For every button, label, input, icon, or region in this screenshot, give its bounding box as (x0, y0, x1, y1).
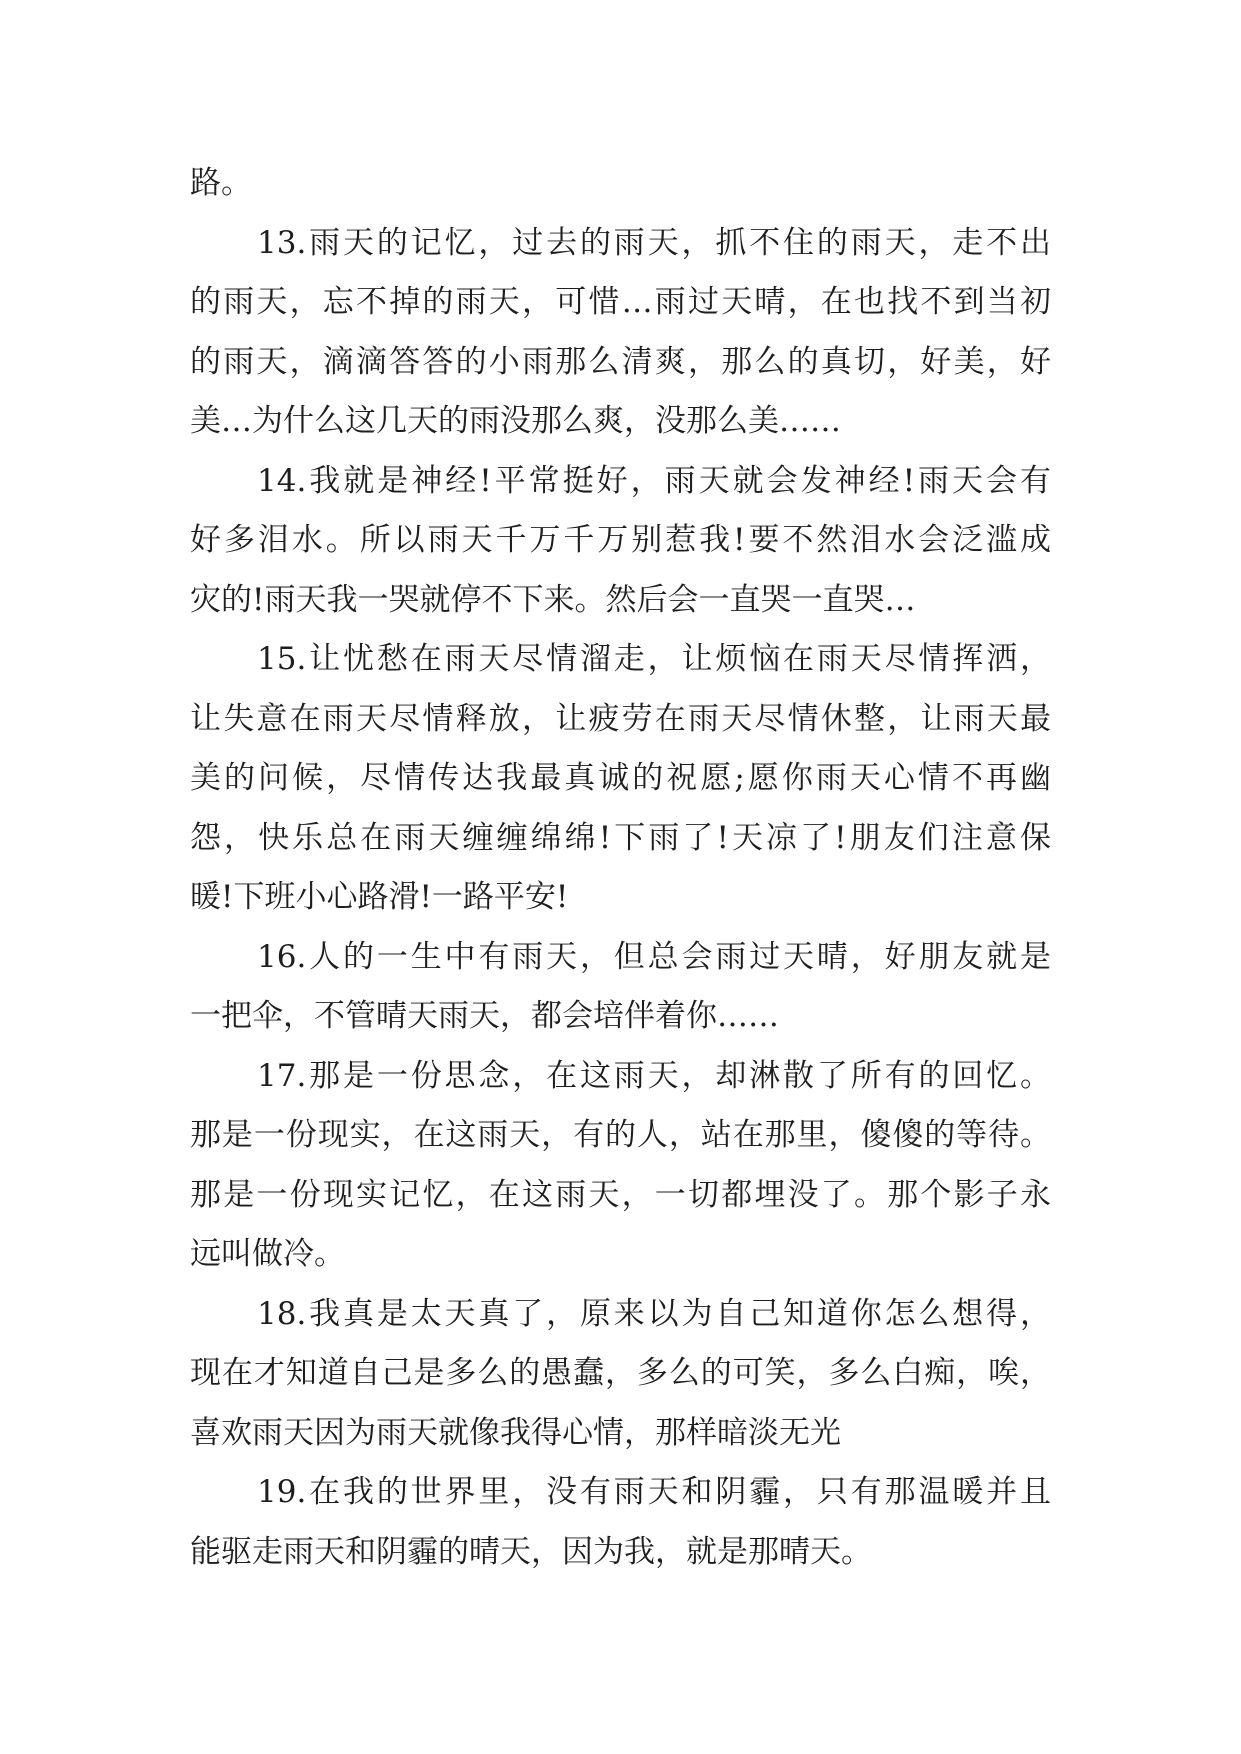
paragraph-line: 那是一份现实，在这雨天，有的人，站在那里，傻傻的等待。 (190, 1117, 1051, 1153)
paragraph-line: 16.人的一生中有雨天，但总会雨过天晴，好朋友就是 (257, 938, 1051, 975)
paragraph-line: 的雨天，忘不掉的雨天，可惜…雨过天晴，在也找不到当初 (190, 284, 1051, 320)
paragraph-line: 现在才知道自己是多么的愚蠢，多么的可笑，多么白痴，唉， (190, 1355, 1051, 1391)
paragraph-line: 灾的!雨天我一哭就停不下来。然后会一直哭一直哭… (190, 581, 916, 618)
paragraph-line: 暖!下班小心路滑!一路平安! (190, 879, 569, 915)
continuation-line: 路。 (190, 165, 252, 201)
paragraph-line: 好多泪水。所以雨天千万千万别惹我!要不然泪水会泛滥成 (190, 522, 1051, 558)
paragraph-line: 那是一份现实记忆，在这雨天，一切都埋没了。那个影子永 (190, 1176, 1051, 1213)
item-19 (190, 1463, 1051, 1582)
item-16 (190, 928, 1051, 1047)
item-15 (190, 630, 1051, 928)
document-body (190, 154, 1051, 1582)
item-14 (190, 452, 1051, 631)
paragraph-line: 18.我真是太天真了，原来以为自己知道你怎么想得， (257, 1295, 1051, 1332)
item-18 (190, 1285, 1051, 1464)
item-17 (190, 1047, 1051, 1285)
paragraph-line: 14.我就是神经!平常挺好，雨天就会发神经!雨天会有 (257, 462, 1051, 499)
paragraph-line: 的雨天，滴滴答答的小雨那么清爽，那么的真切，好美，好 (190, 343, 1051, 380)
paragraph-line: 喜欢雨天因为雨天就像我得心情，那样暗淡无光 (190, 1414, 841, 1451)
paragraph-line: 怨，快乐总在雨天缠缠绵绵!下雨了!天凉了!朋友们注意保 (190, 819, 1051, 856)
paragraph-line: 17.那是一份思念，在这雨天，却淋散了所有的回忆。 (257, 1057, 1051, 1094)
paragraph-line: 15.让忧愁在雨天尽情溜走，让烦恼在雨天尽情挥洒， (257, 641, 1051, 677)
paragraph-line: 让失意在雨天尽情释放，让疲劳在雨天尽情休整，让雨天最 (190, 700, 1051, 737)
paragraph-line: 13.雨天的记忆，过去的雨天，抓不住的雨天，走不出 (257, 224, 1051, 261)
paragraph-line: 19.在我的世界里，没有雨天和阴霾，只有那温暖并且 (257, 1474, 1051, 1510)
paragraph-line: 能驱走雨天和阴霾的晴天，因为我，就是那晴天。 (190, 1533, 872, 1570)
paragraph-line: 远叫做冷。 (190, 1236, 345, 1272)
paragraph-line: 美的问候，尽情传达我最真诚的祝愿;愿你雨天心情不再幽 (190, 760, 1051, 796)
item-13 (190, 214, 1051, 452)
paragraph-line: 一把伞，不管晴天雨天，都会培伴着你…… (190, 998, 779, 1034)
paragraph-line: 美…为什么这几天的雨没那么爽，没那么美…… (190, 403, 841, 439)
